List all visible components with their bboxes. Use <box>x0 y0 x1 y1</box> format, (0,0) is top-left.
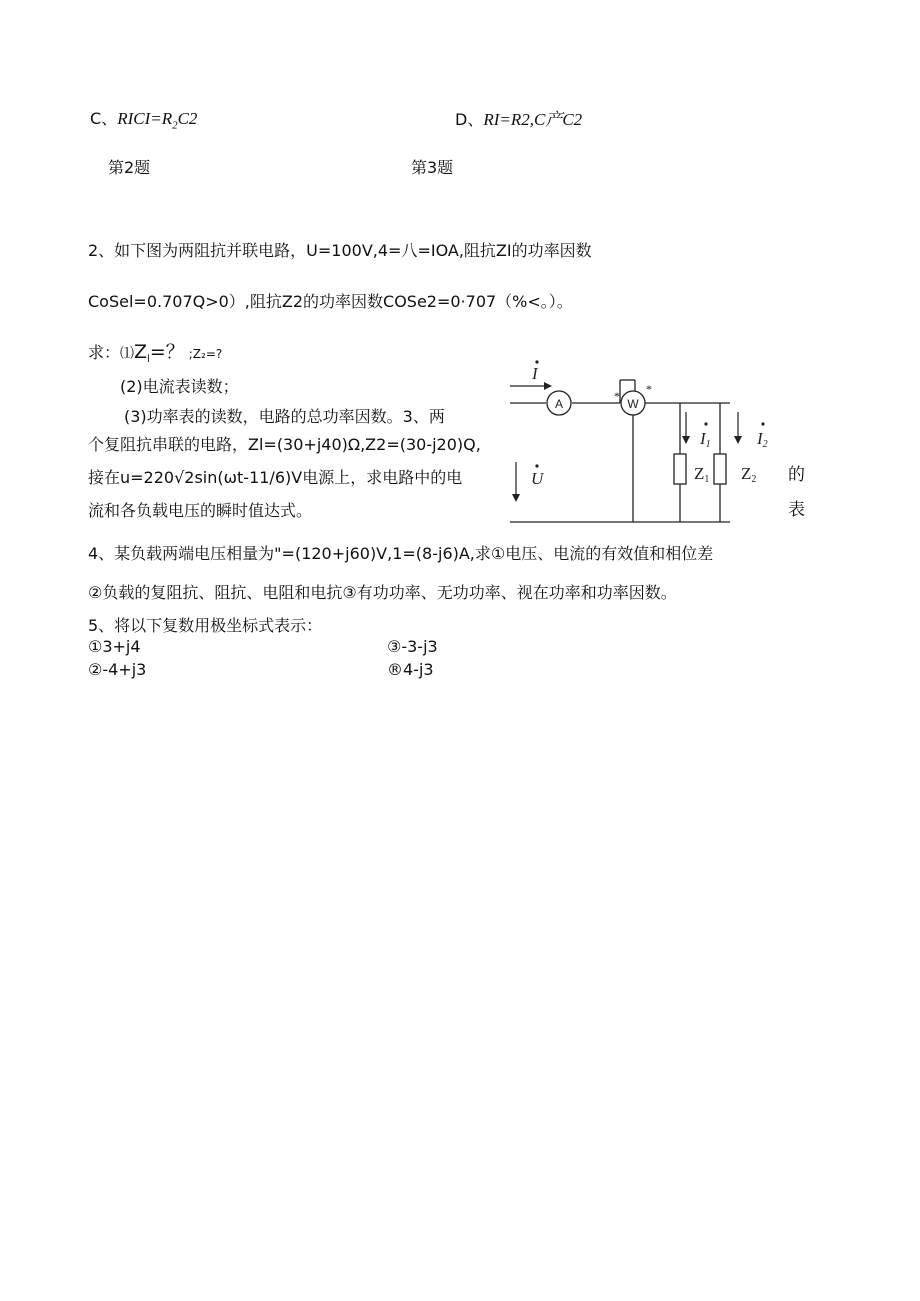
q2-part2: (2)电流表读数； <box>120 377 239 396</box>
z1-sub: 1 <box>704 474 710 485</box>
q2-line2: CoSel=0.707Q>0）,阻抗Z2的功率因数COSe2=0·707（%<。）。 <box>88 292 573 311</box>
current2-sub: 2 <box>762 439 768 450</box>
caption-q3: 第3题 <box>411 158 454 177</box>
q2-part3: (3)功率表的读数，电路的总功率因数。3、两 <box>124 407 445 426</box>
current2-label <box>756 429 768 450</box>
current-total-label: I <box>532 364 538 383</box>
q2-line1: 2、如下图为两阻抗并联电路，U=100V,4=八=IOA,阻抗ZI的功率因数 <box>88 241 592 260</box>
option-c-formula <box>117 109 198 132</box>
q5-item-3: ③-3-j3 <box>387 637 438 656</box>
impedance-z2-label <box>741 464 756 485</box>
z2-main: Z <box>741 464 752 483</box>
voltage-label: U <box>531 469 544 488</box>
q4-line2: ②负载的复阻抗、阻抗、电阻和电抗③有功功率、无功功率、视在功率和功率因数。 <box>88 583 677 602</box>
side-char-2: 表 <box>788 500 805 520</box>
impedance-z1-box <box>674 454 686 484</box>
current1-arrow <box>682 412 690 444</box>
q2-ask-prefix: 求： <box>88 343 121 362</box>
q3-line3: 流和各负载电压的瞬时值达式。 <box>88 501 313 520</box>
z2-sub: 2 <box>751 474 757 485</box>
impedance-z1-label <box>694 464 709 485</box>
current1-label <box>699 429 711 450</box>
voltage-arrow <box>512 462 520 502</box>
current2-arrow <box>734 412 742 444</box>
wattmeter-star-1: * <box>614 389 620 403</box>
current1-sub: 1 <box>705 439 711 450</box>
circuit-diagram <box>500 352 785 532</box>
option-c-label: C、 <box>90 109 118 128</box>
q5-line1: 5、将以下复数用极坐标式表示： <box>88 616 323 635</box>
option-d-formula: RI=R2,C产C2 <box>483 110 583 129</box>
wattmeter-label: W <box>627 397 639 411</box>
q2-ask-num: ⑴ <box>120 346 135 362</box>
q2-ask <box>88 337 222 365</box>
option-c <box>90 106 197 131</box>
ammeter <box>547 391 571 415</box>
q5-item-1: ①3+j4 <box>88 637 141 656</box>
z1-main: Z <box>694 464 705 483</box>
q3-line2: 接在u=220√2sin(ωt-11/6)V电源上，求电路中的电 <box>88 468 463 487</box>
q2-ask-eq: =？ <box>149 341 185 363</box>
q4-line1: 4、某负载两端电压相量为"=(120+j60)V,1=(8-j6)A,求①电压、电流的有效值和相位差 <box>88 544 714 563</box>
q2-ask-z1: Z <box>134 341 148 363</box>
current-total-arrow <box>510 382 552 390</box>
wattmeter <box>621 391 645 415</box>
option-c-formula-sub: 2 <box>172 119 178 132</box>
q3-line1: 个复阻抗串联的电路，Zl=(30+j40)Ω,Z2=(30-j20)Q, <box>88 435 481 454</box>
impedance-z2-box <box>714 454 726 484</box>
ammeter-label: A <box>554 397 564 411</box>
option-c-formula-tail: C2 <box>177 109 198 128</box>
wattmeter-star-2: * <box>646 382 652 396</box>
side-char-1: 的 <box>788 465 805 485</box>
q5-item-2: ②-4+j3 <box>88 660 147 679</box>
option-d <box>455 105 582 130</box>
option-d-label: D、 <box>455 110 484 129</box>
q2-ask-z2: ;Z₂=? <box>188 347 223 361</box>
current1-main: I <box>700 429 706 448</box>
q3-paragraph <box>88 428 490 527</box>
option-c-formula-main: RICI=R <box>117 109 173 128</box>
q5-item-4: ®4-j3 <box>387 660 434 679</box>
q2-ask-z1-sub: l <box>147 354 150 366</box>
current2-main: I <box>757 429 763 448</box>
caption-q2: 第2题 <box>108 158 151 177</box>
